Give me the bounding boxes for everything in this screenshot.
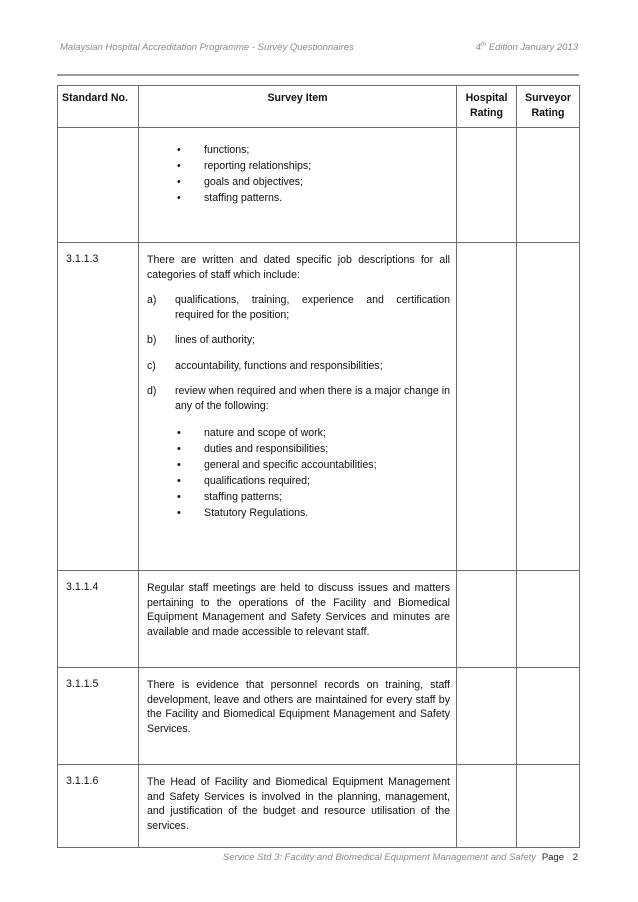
column-header-hospital-rating: Hospital Rating: [457, 86, 517, 128]
list-item: • functions;: [147, 142, 450, 158]
table-row: [58, 668, 580, 765]
survey-item-cell: Regular staff meetings are held to discuss issues and matters pertaining to the operations of the Facility and Biomedical Equipment Management and Safety Services and minutes are available and made accessible to relevant staff.: [139, 571, 457, 668]
continued-bullet-list: [147, 142, 450, 206]
sub-item-text: accountability, functions and responsibilities;: [175, 359, 383, 372]
survey-table: [57, 85, 580, 848]
hospital-rating-cell[interactable]: [457, 243, 517, 571]
sub-item-label: d): [147, 385, 157, 397]
list-item: • reporting relationships;: [147, 158, 450, 174]
surveyor-rating-cell[interactable]: [517, 243, 580, 571]
survey-item-cell: There is evidence that personnel records on training, staff development, leave and others are maintained for every staff by the Facility and Biomedical Equipment Management and Safety Services.: [139, 668, 457, 765]
standard-number-cell: 3.1.1.3: [58, 243, 139, 571]
page-header: [60, 42, 578, 56]
hospital-rating-cell[interactable]: [457, 668, 517, 765]
table-header-row: [58, 86, 580, 128]
table-row: [58, 243, 580, 571]
hospital-rating-cell[interactable]: [457, 571, 517, 668]
surveyor-rating-cell[interactable]: [517, 668, 580, 765]
header-title: Malaysian Hospital Accreditation Programme - Survey Questionnaires: [60, 42, 354, 53]
list-item: • general and specific accountabilities;: [175, 457, 450, 473]
survey-item-cell: [139, 243, 457, 571]
hospital-rating-cell[interactable]: [457, 128, 517, 243]
column-header-survey-item: Survey Item: [139, 86, 457, 128]
list-item: • staffing patterns.: [147, 190, 450, 206]
table-row: [58, 128, 580, 243]
list-item: • Statutory Regulations.: [175, 505, 450, 521]
header-edition: 4th Edition January 2013: [475, 42, 578, 54]
header-rule: [57, 74, 579, 76]
footer-page-label: Page: [541, 852, 564, 863]
footer-title: Service Std 3: Facility and Biomedical Equipment Management and Safety: [222, 852, 536, 863]
sub-item-label: a): [147, 294, 157, 306]
list-item: • nature and scope of work;: [175, 425, 450, 441]
hospital-rating-cell[interactable]: [457, 765, 517, 848]
sub-item: [147, 293, 450, 322]
list-item: • goals and objectives;: [147, 174, 450, 190]
sub-item: [147, 384, 450, 521]
sub-item-text: qualifications, training, experience and certification required for the position;: [175, 294, 450, 321]
review-bullet-list: [175, 425, 450, 521]
page-footer: [60, 852, 578, 866]
list-item: • qualifications required;: [175, 473, 450, 489]
column-header-surveyor-rating: Surveyor Rating: [517, 86, 580, 128]
list-item: • duties and responsibilities;: [175, 441, 450, 457]
sub-item: [147, 359, 450, 374]
survey-item-cell: The Head of Facility and Biomedical Equipment Management and Safety Services is involved in the planning, management, and justification of the budget and resource utilisation of the services.: [139, 765, 457, 848]
standard-number-cell: 3.1.1.4: [58, 571, 139, 668]
sub-item-label: c): [147, 359, 156, 372]
surveyor-rating-cell[interactable]: [517, 765, 580, 848]
standard-number-cell: 3.1.1.5: [58, 668, 139, 765]
standard-number-cell: [58, 128, 139, 243]
surveyor-rating-cell[interactable]: [517, 128, 580, 243]
column-header-standard: Standard No.: [58, 86, 139, 128]
footer-page-number: 2: [572, 852, 578, 863]
survey-item-text: There are written and dated specific job descriptions for all categories of staff which include:: [147, 254, 450, 281]
table-row: [58, 765, 580, 848]
survey-item-cell: [139, 128, 457, 243]
sub-item-label: b): [147, 334, 157, 346]
sub-item: [147, 333, 450, 348]
sub-item-text: review when required and when there is a major change in any of the following:: [175, 385, 450, 412]
standard-number-cell: 3.1.1.6: [58, 765, 139, 848]
table-row: [58, 571, 580, 668]
sub-item-text: lines of authority;: [175, 334, 256, 346]
list-item: • staffing patterns;: [175, 489, 450, 505]
surveyor-rating-cell[interactable]: [517, 571, 580, 668]
sub-item-body: [175, 384, 450, 521]
